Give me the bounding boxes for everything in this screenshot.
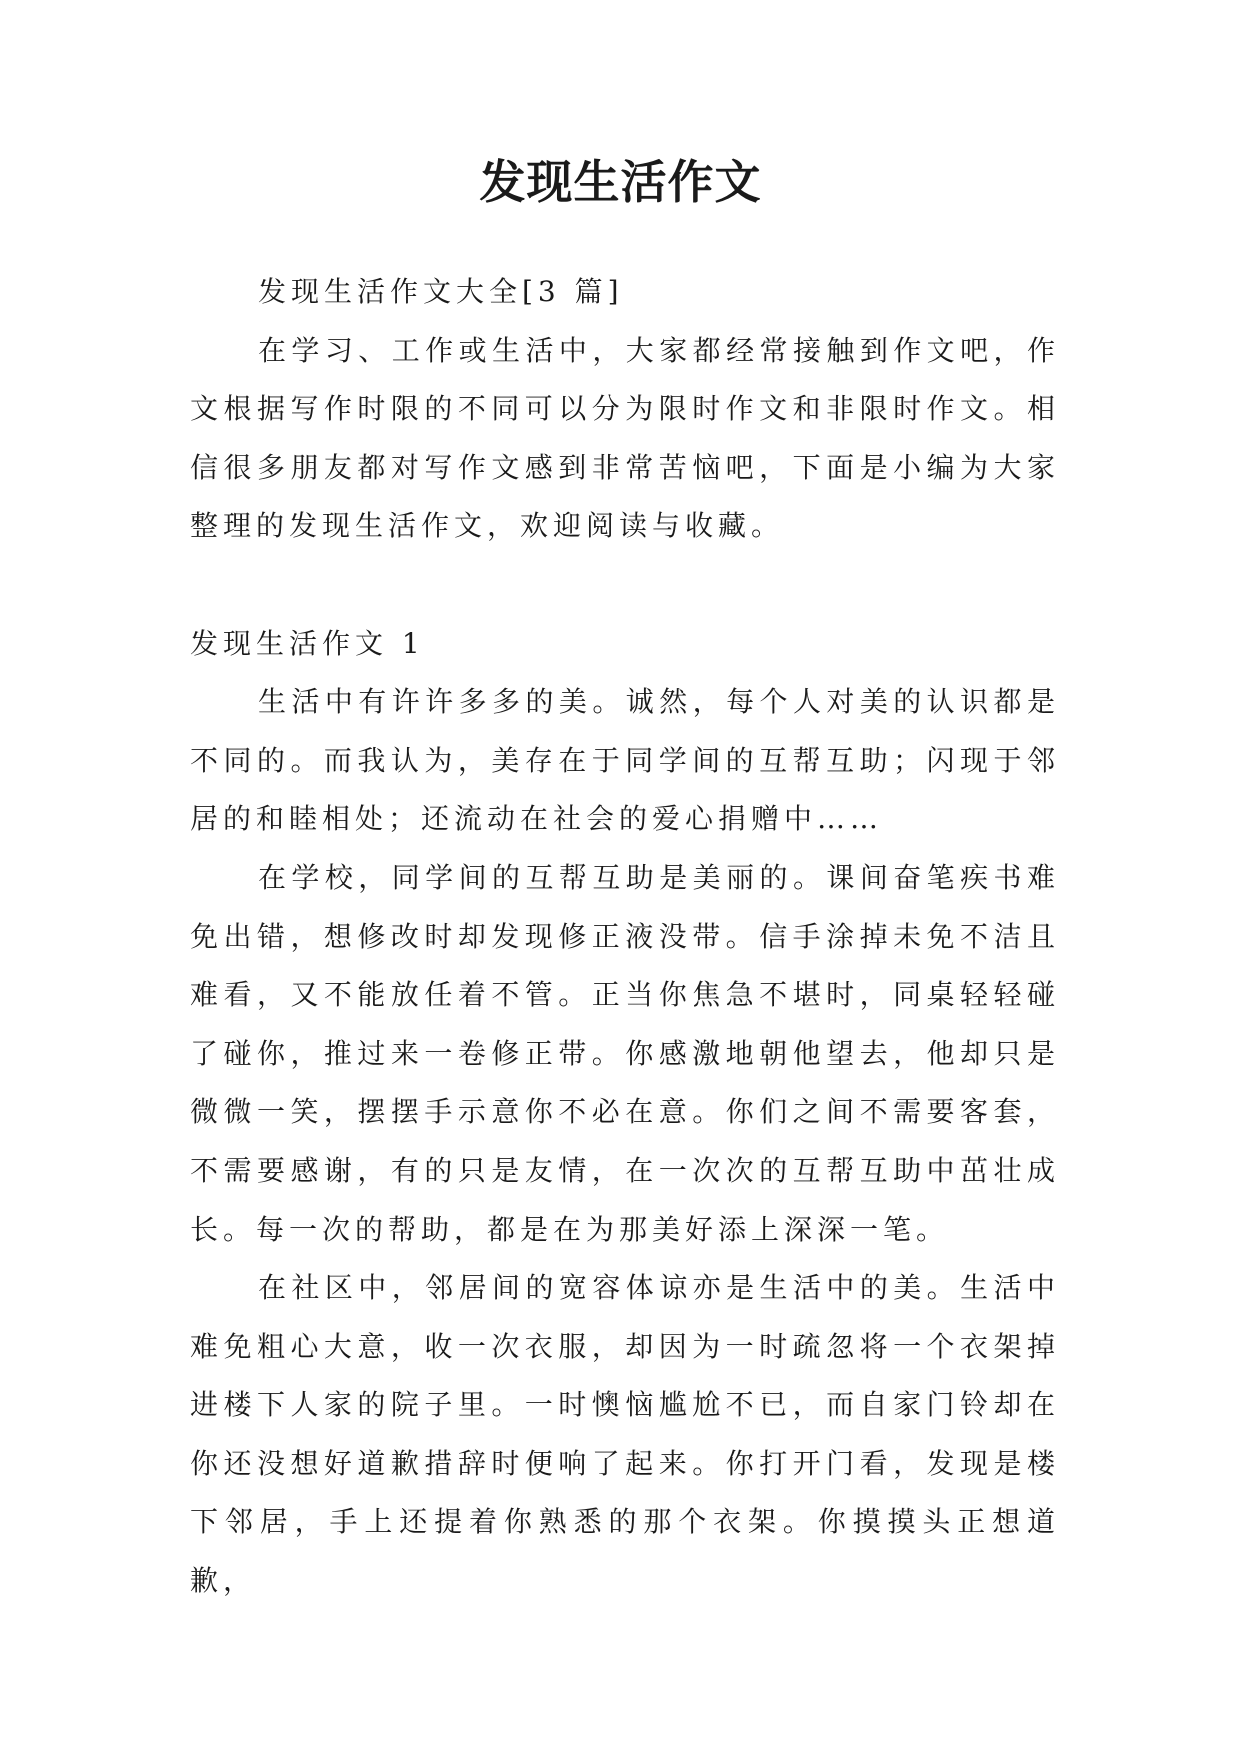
document-body: [190, 263, 1060, 1611]
intro-paragraph: 在学习、工作或生活中，大家都经常接触到作文吧，作文根据写作时限的不同可以分为限时作文和非限时作文。相信很多朋友都对写作文感到非常苦恼吧，下面是小编为大家整理的发现生活作文，欢迎阅读与收藏。: [190, 333, 1060, 543]
body-paragraph: 在学校，同学间的互帮互助是美丽的。课间奋笔疾书难免出错，想修改时却发现修正液没带。信手涂掉未免不洁且难看，又不能放任着不管。正当你焦急不堪时，同桌轻轻碰了碰你，推过来一卷修正带。你感激地朝他望去，他却只是微微一笑，摆摆手示意你不必在意。你们之间不需要客套，不需要感谢，有的只是友情，在一次次的互帮互助中茁壮成长。每一次的帮助，都是在为那美好添上深深一笔。: [190, 860, 1060, 1246]
body-paragraph: 在社区中，邻居间的宽容体谅亦是生活中的美。生活中难免粗心大意，收一次衣服，却因为一时疏忽将一个衣架掉进楼下人家的院子里。一时懊恼尴尬不已，而自家门铃却在你还没想好道歉措辞时便响了起来。你打开门看，发现是楼下邻居，手上还提着你熟悉的那个衣架。你摸摸头正想道歉，: [190, 1271, 1060, 1598]
document-title: 发现生活作文: [479, 155, 762, 209]
body-paragraph: 生活中有许许多多的美。诚然，每个人对美的认识都是不同的。而我认为，美存在于同学间的互帮互助；闪现于邻居的和睦相处；还流动在社会的爱心捐赠中……: [190, 685, 1060, 836]
section-spacer: [190, 556, 1060, 615]
document-subtitle: 发现生活作文大全[3 篇]: [258, 275, 624, 308]
section-heading: 发现生活作文 1: [190, 626, 425, 660]
